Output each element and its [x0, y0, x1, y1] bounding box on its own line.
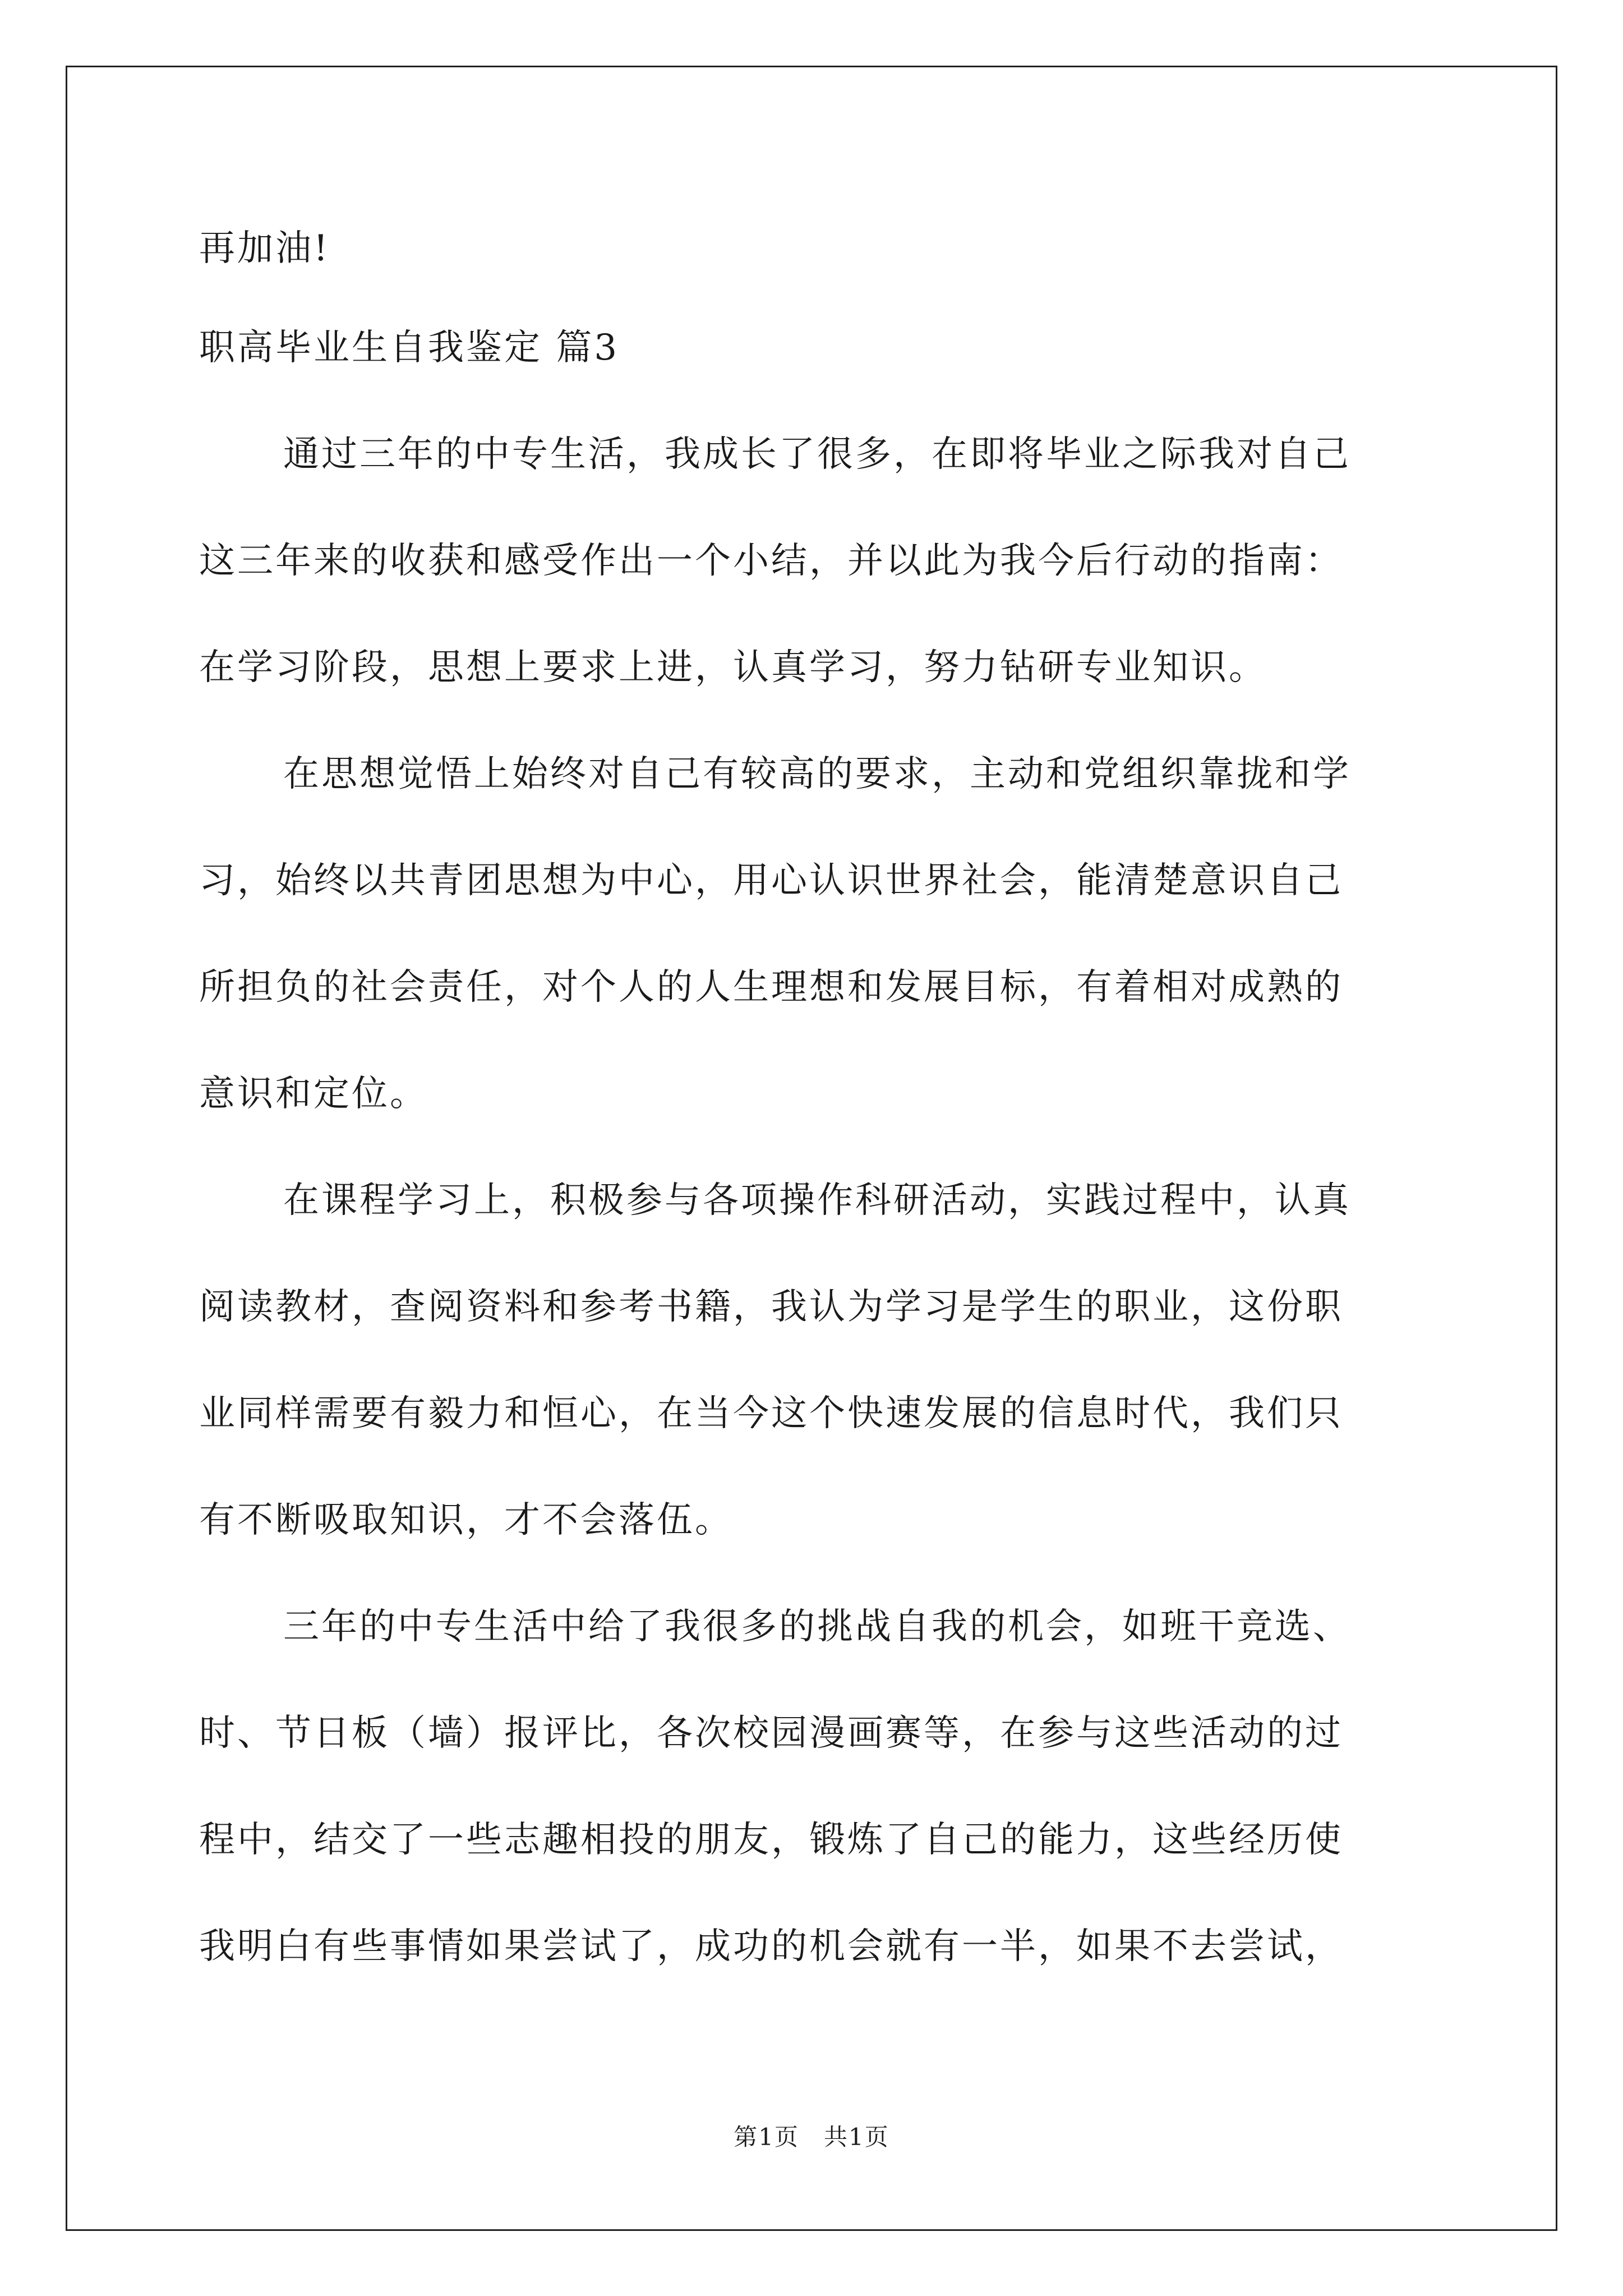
paragraph-3-line-4: 有不断吸取知识，才不会落伍。 [199, 1499, 733, 1541]
paragraph-3-line-1: 在课程学习上，积极参与各项操作科研活动，实践过程中，认真 [283, 1180, 1351, 1221]
document-body [199, 222, 1427, 1973]
paragraph-4-line-3: 程中，结交了一些志趣相投的朋友，锻炼了自己的能力，这些经历使 [199, 1819, 1343, 1861]
section-heading: 职高毕业生自我鉴定 篇3 [199, 327, 620, 369]
paragraph-1-line-3: 在学习阶段，思想上要求上进，认真学习，努力钻研专业知识。 [199, 647, 1267, 688]
paragraph-2-line-3: 所担负的社会责任，对个人的人生理想和发展目标，有着相对成熟的 [199, 967, 1343, 1008]
paragraph-1-line-1: 通过三年的中专生活，我成长了很多，在即将毕业之际我对自己 [283, 434, 1351, 475]
paragraph-3-line-2: 阅读教材，查阅资料和参考书籍，我认为学习是学生的职业，这份职 [199, 1286, 1343, 1328]
text-line-continuation: 再加油! [199, 228, 330, 269]
paragraph-4-line-1: 三年的中专生活中给了我很多的挑战自我的机会，如班干竞选、 [283, 1606, 1351, 1648]
paragraph-2-line-4: 意识和定位。 [199, 1073, 428, 1115]
paragraph-2-line-1: 在思想觉悟上始终对自己有较高的要求，主动和党组织靠拢和学 [283, 753, 1351, 795]
paragraph-1-line-2: 这三年来的收获和感受作出一个小结，并以此为我今后行动的指南： [199, 540, 1343, 582]
page-footer: 第1页 共1页 [734, 2123, 889, 2151]
paragraph-2-line-2: 习，始终以共青团思想为中心，用心认识世界社会，能清楚意识自己 [199, 860, 1343, 901]
paragraph-3-line-3: 业同样需要有毅力和恒心，在当今这个快速发展的信息时代，我们只 [199, 1393, 1343, 1434]
paragraph-4-line-4: 我明白有些事情如果尝试了，成功的机会就有一半，如果不去尝试， [199, 1926, 1343, 1967]
paragraph-4-line-2: 时、节日板（墙）报评比，各次校园漫画赛等，在参与这些活动的过 [199, 1713, 1343, 1754]
